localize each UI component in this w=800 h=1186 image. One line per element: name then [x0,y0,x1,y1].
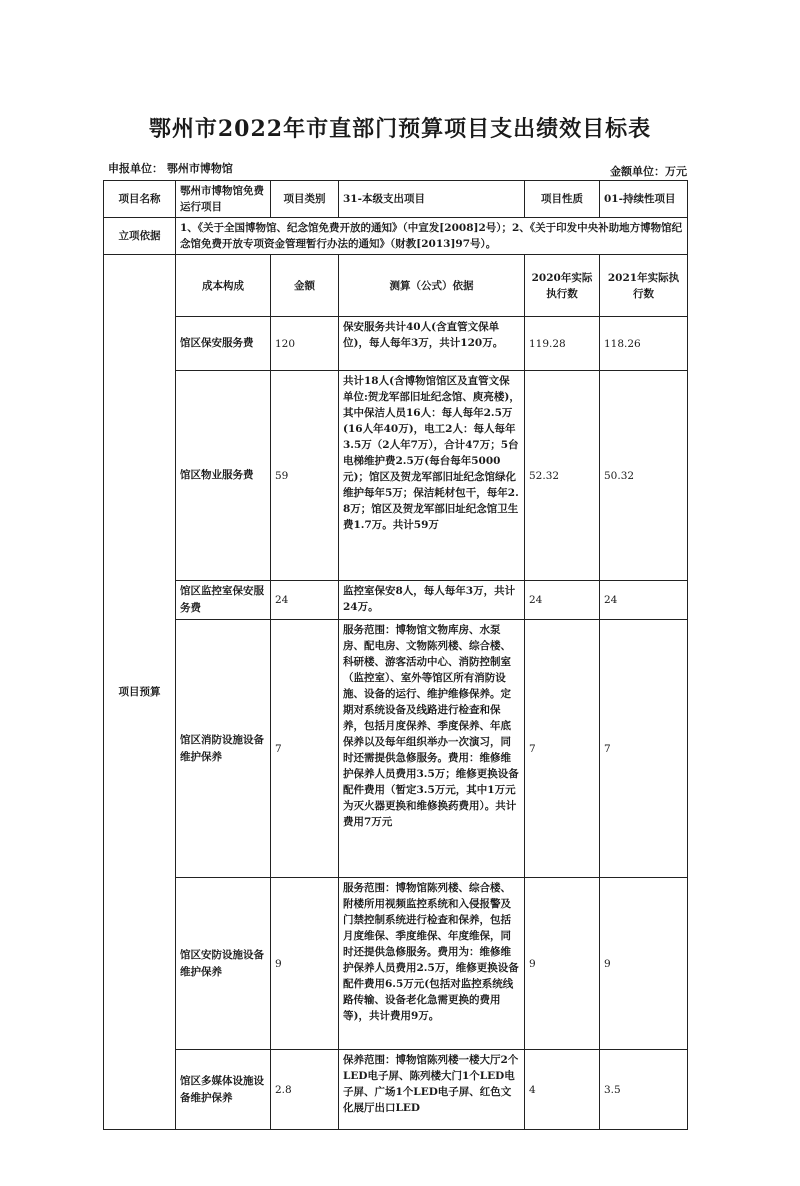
header-cost: 成本构成 [176,255,271,317]
project-info-row [104,181,688,218]
budget-label: 项目预算 [104,255,176,1130]
exec-2021: 50.32 [600,371,688,581]
header-2021: 2021年实际执行数 [600,255,688,317]
budget-row [104,620,688,878]
exec-2021: 118.26 [600,317,688,371]
exec-2020: 119.28 [525,317,600,371]
amount-value: 2.8 [271,1050,339,1130]
budget-row [104,581,688,620]
amount-value: 9 [271,878,339,1050]
exec-2020: 52.32 [525,371,600,581]
basis-row [104,218,688,255]
calc-basis: 共计18人(含博物馆馆区及直管文保单位:贺龙军部旧址纪念馆、庾亮楼)，其中保洁人员16人：每人每年2.5万(16人年40万)，电工2人：每人每年3.5万（2人年7万），合计47万；5台电梯维护费2.5万(每台每年5000元)；馆区及贺龙军部旧址纪念馆绿化维护每年5万；保洁耗材包干，每年2.8万；馆区及贺龙军部旧址纪念馆卫生费1.7万。共计59万 [339,371,525,581]
exec-2021: 7 [600,620,688,878]
applicant-unit-value: 鄂州市博物馆 [166,162,233,175]
project-type-label: 项目类别 [271,181,339,218]
project-nature-value: 01-持续性项目 [600,181,688,218]
budget-header-row [104,255,688,317]
cost-item: 馆区安防设施设备维护保养 [176,878,271,1050]
exec-2021: 24 [600,581,688,620]
exec-2021: 9 [600,878,688,1050]
cost-item: 馆区多媒体设施设备维护保养 [176,1050,271,1130]
calc-basis: 保养范围：博物馆陈列楼一楼大厅2个LED电子屏、陈列楼大门1个LED电子屏、广场1个LED电子屏、红色文化展厅出口LED [339,1050,525,1130]
basis-label: 立项依据 [104,218,176,255]
applicant-unit-label: 申报单位： [108,162,163,175]
project-name-value: 鄂州市博物馆免费运行项目 [176,181,271,218]
budget-row [104,317,688,371]
cost-item: 馆区保安服务费 [176,317,271,371]
project-type-value: 31-本级支出项目 [339,181,525,218]
amount-value: 59 [271,371,339,581]
calc-basis: 保安服务共计40人(含直管文保单位)，每人每年3万，共计120万。 [339,317,525,371]
cost-item: 馆区物业服务费 [176,371,271,581]
project-nature-label: 项目性质 [525,181,600,218]
exec-2020: 4 [525,1050,600,1130]
exec-2020: 24 [525,581,600,620]
exec-2020: 9 [525,878,600,1050]
project-name-label: 项目名称 [104,181,176,218]
calc-basis: 监控室保安8人，每人每年3万，共计24万。 [339,581,525,620]
exec-2021: 3.5 [600,1050,688,1130]
header-2020: 2020年实际执行数 [525,255,600,317]
basis-text: 1、《关于全国博物馆、纪念馆免费开放的通知》（中宣发[2008]2号）；2、《关于印发中央补助地方博物馆纪念馆免费开放专项资金管理暂行办法的通知》（财教[2013]97号）。 [176,218,688,255]
performance-table [103,180,688,1130]
exec-2020: 7 [525,620,600,878]
budget-row [104,371,688,581]
amount-unit: 金额单位：万元 [610,165,687,178]
calc-basis: 服务范围：博物馆陈列楼、综合楼、附楼所用视频监控系统和入侵报警及门禁控制系统进行检查和保养，包括月度维保、季度维保、年度维保，同时还提供急修服务。费用为：维修维护保养人员费用2.5万，维修更换设备配件费用6.5万元(包括对监控系统线路传输、设备老化急需更换的费用等)，共计费用9万。 [339,878,525,1050]
amount-value: 24 [271,581,339,620]
amount-value: 120 [271,317,339,371]
budget-row [104,1050,688,1130]
applicant-unit [108,160,233,176]
cost-item: 馆区监控室保安服务费 [176,581,271,620]
header-basis: 测算（公式）依据 [339,255,525,317]
budget-row [104,878,688,1050]
page-title: 鄂州市2022年市直部门预算项目支出绩效目标表 [148,116,652,142]
calc-basis: 服务范围：博物馆文物库房、水泵房、配电房、文物陈列楼、综合楼、科研楼、游客活动中心、消防控制室（监控室）、室外等馆区所有消防设施、设备的运行、维护维修保养。定期对系统设备及线路进行检查和保养，包括月度保养、季度保养、年底保养以及每年组织举办一次演习，同时还需提供急修服务。费用：维修维护保养人员费用3.5万；维修更换设备配件费用（暂定3.5万元，其中1万元为灭火器更换和维修换药费用）。共计费用7万元 [339,620,525,878]
amount-value: 7 [271,620,339,878]
header-amount: 金额 [271,255,339,317]
cost-item: 馆区消防设施设备维护保养 [176,620,271,878]
